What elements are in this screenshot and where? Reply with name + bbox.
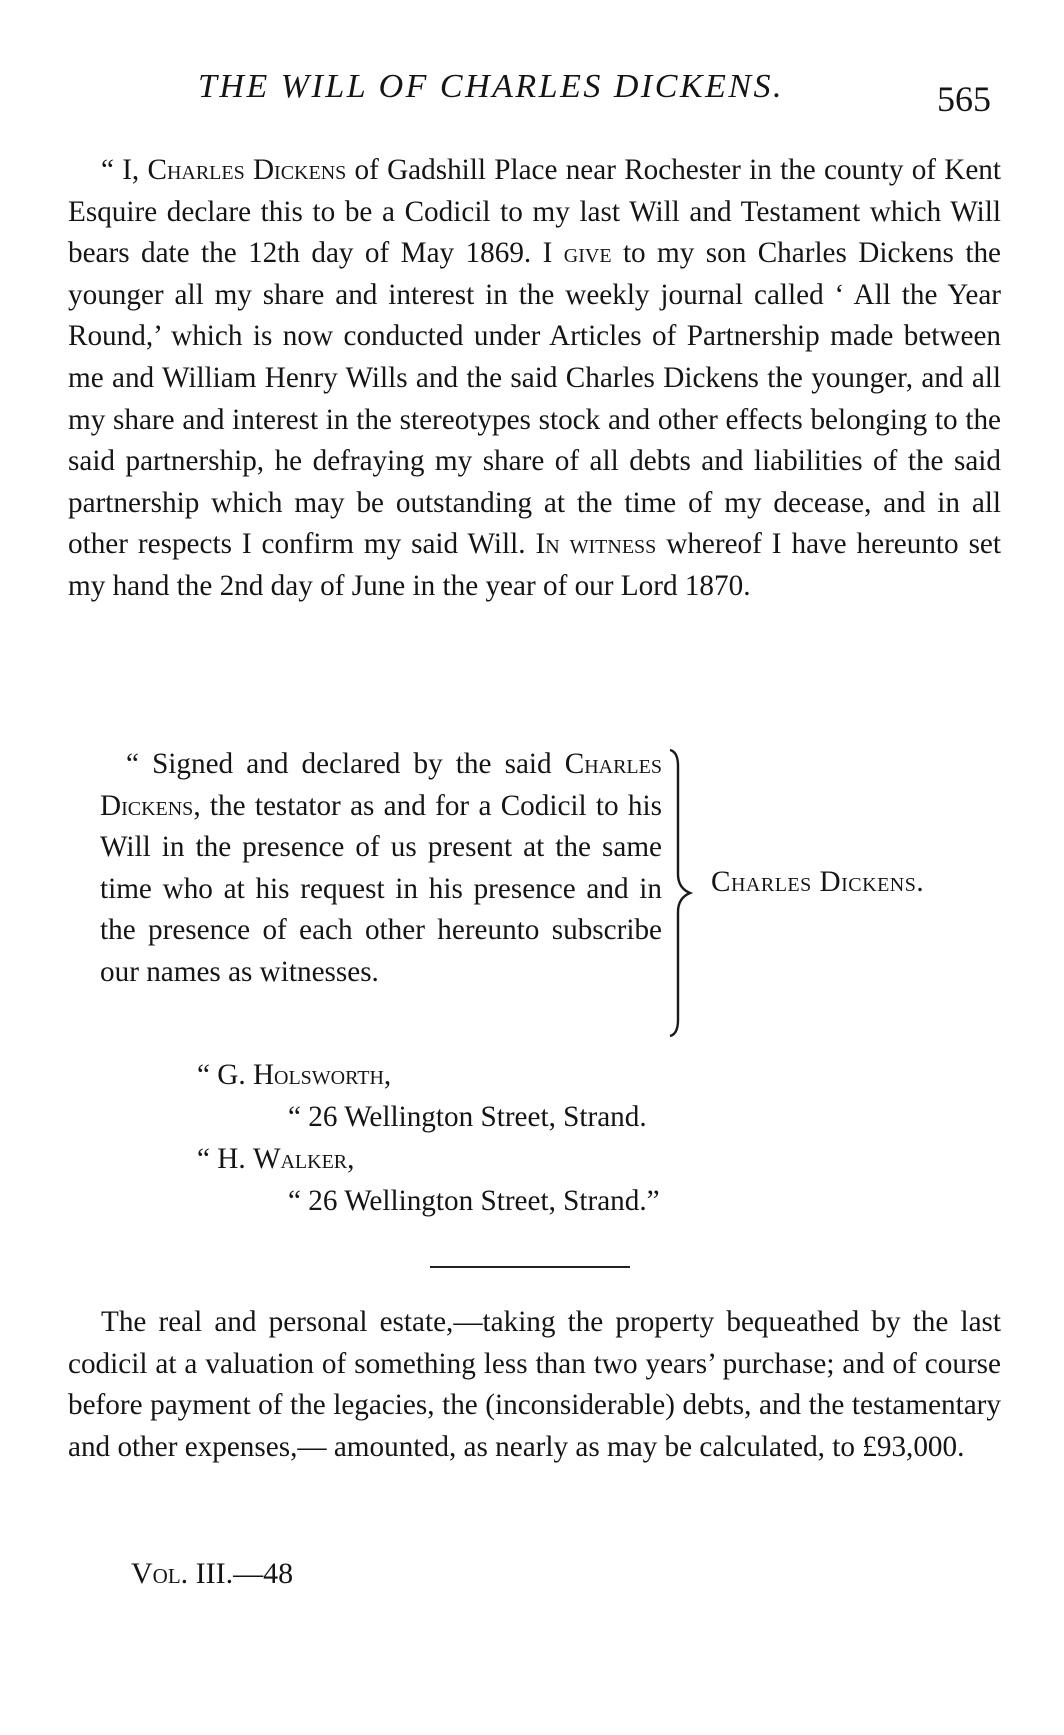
witness-2-surname: Walker, (252, 1143, 355, 1175)
volume-prefix: Vol (131, 1557, 181, 1590)
volume-number: . III.—48 (180, 1557, 294, 1590)
attestation-testator-name: Charles Dickens (100, 748, 662, 822)
estate-paragraph: The real and personal estate,—taking the property bequeathed by the last codicil at a valuation of something less than two years’ purchase; and of course before payment of the legacies, the (inconsiderable) debts, and the testamentary and other expenses,— amounted, as nearly as may be calculated, to £93,000. (68, 1306, 1001, 1463)
attestation-open: “ Signed and declared by the said (126, 748, 565, 780)
witness-2-initial: “ H. (197, 1143, 253, 1175)
codicil-text-b: to my son Charles Dickens the younger all my share and interest in the weekly journal called ‘ All the Year Round,’ which is now conducted under Articles of Partnership made between me and William Henry Wills and the said Charles Dickens the younger, and all my share and interest in the stereotypes stock and other effects belonging to the said partnership, he defraying my share of all debts and liabilities of the said partnership which may be outstanding at the time of my decease, and in all other respects I confirm my said Will. (68, 237, 1001, 561)
volume-signature (131, 1557, 293, 1591)
witness-1-surname: Holsworth, (252, 1059, 392, 1091)
attestation-clause (100, 744, 662, 994)
right-brace-icon (668, 748, 698, 1038)
page-number: 565 (937, 79, 991, 119)
witness-1-address: “ 26 Wellington Street, Strand. (288, 1101, 647, 1133)
codicil-open-quote: “ I, (101, 154, 148, 186)
give-word: give (563, 237, 612, 270)
signature-name: Charles Dickens. (711, 866, 925, 898)
attestation-rest: , the testator as and for a Codicil to his Will in the presence of us present at the same time who at his request in his presence and in the presence of each other hereunto subscribe our names as witnesses. (100, 789, 662, 988)
witness-2-address: “ 26 Wellington Street, Strand.” (288, 1185, 660, 1217)
codicil-paragraph (68, 150, 1001, 608)
codicil-text-a: of Gadshill Place near Rochester in the county of Kent Esquire declare this to be a Codicil to my last Will and Testament which Will bears date the 12th day of May 1869. I (68, 154, 1001, 270)
witness-1-initial: “ G. (197, 1059, 253, 1091)
in-witness-phrase: In witness (535, 528, 657, 561)
section-divider (430, 1266, 630, 1268)
codicil-text-c: whereof I have hereunto set my hand the 2nd day of June in the year of our Lord 1870. (68, 528, 1002, 602)
testator-name: Charles Dickens (147, 154, 347, 186)
witness-2-name (197, 1139, 354, 1181)
witness-1-name (197, 1055, 391, 1097)
running-title: THE WILL OF CHARLES DICKENS. (198, 68, 785, 105)
running-header (0, 62, 1064, 119)
